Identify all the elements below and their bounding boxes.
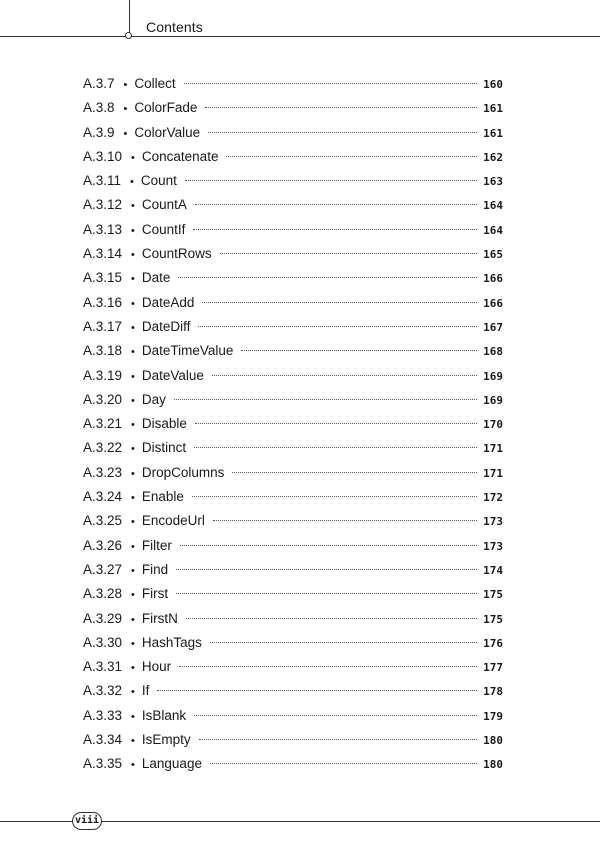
toc-page-number: 179 (483, 709, 503, 723)
header-circle-ornament (125, 32, 132, 39)
toc-section-number: A.3.31 (83, 659, 123, 675)
toc-section-number: A.3.19 (83, 367, 123, 383)
toc-section-number: A.3.35 (83, 756, 123, 772)
toc-page-number: 175 (483, 588, 503, 602)
toc-entry-title: Hour (141, 659, 172, 675)
bullet-icon: • (130, 176, 134, 189)
toc-page-number: 166 (483, 272, 503, 286)
toc-entry-title: HashTags (141, 634, 202, 650)
toc-entry[interactable] (83, 291, 503, 315)
toc-page-number: 178 (483, 685, 503, 699)
toc-section-number: A.3.15 (83, 270, 123, 286)
toc-page-number: 160 (483, 78, 503, 91)
toc-page-number: 170 (483, 418, 503, 432)
toc-section-number: A.3.26 (83, 537, 123, 553)
bullet-icon: • (131, 735, 135, 748)
toc-entry-title: Filter (141, 537, 172, 553)
toc-entry[interactable] (83, 631, 503, 655)
dot-leader (212, 375, 477, 376)
toc-page-number: 164 (483, 223, 503, 237)
toc-entry[interactable] (83, 461, 503, 485)
dot-leader (193, 229, 477, 230)
toc-section-number: A.3.25 (83, 513, 123, 529)
dot-leader (176, 593, 477, 594)
toc-page-number: 169 (483, 393, 503, 407)
toc-page-number: 161 (483, 102, 503, 116)
dot-leader (178, 277, 477, 278)
toc-entry-title: If (141, 683, 150, 699)
dot-leader (232, 472, 477, 473)
toc-entry-title: Disable (141, 416, 187, 432)
dot-leader (202, 302, 477, 303)
bullet-icon: • (131, 589, 135, 602)
bullet-icon: • (131, 297, 135, 310)
bullet-icon: • (131, 224, 135, 237)
dot-leader (185, 180, 477, 181)
dot-leader (174, 399, 477, 400)
toc-page-number: 176 (483, 636, 503, 650)
toc-section-number: A.3.10 (83, 148, 123, 164)
bullet-icon: • (131, 419, 135, 432)
dot-leader (210, 642, 477, 643)
bullet-icon: • (131, 346, 135, 359)
toc-entry-title: Find (141, 561, 169, 577)
bullet-icon: • (131, 443, 135, 456)
toc-page-number: 173 (483, 539, 503, 553)
dot-leader (180, 545, 477, 546)
toc-entry-title: Language (141, 756, 202, 772)
bullet-icon: • (131, 321, 135, 334)
dot-leader (226, 156, 477, 157)
toc-entry-title: DateAdd (141, 294, 195, 310)
dot-leader (194, 715, 477, 716)
toc-entry[interactable] (83, 534, 503, 558)
toc-section-number: A.3.23 (83, 464, 123, 480)
dot-leader (195, 423, 477, 424)
header-vertical-rule (129, 0, 130, 33)
bullet-icon: • (123, 127, 128, 140)
toc-section-number: A.3.33 (83, 707, 123, 723)
running-header-title: Contents (146, 19, 203, 35)
bullet-icon: • (131, 151, 135, 164)
toc-entry-title: ColorValue (134, 124, 201, 140)
dot-leader (213, 520, 477, 521)
toc-entry[interactable] (83, 145, 503, 169)
toc-entry[interactable] (83, 752, 503, 776)
toc-page-number: 165 (483, 248, 503, 262)
toc-section-number: A.3.7 (83, 76, 115, 91)
dot-leader (179, 666, 477, 667)
toc-page-number: 161 (483, 126, 503, 140)
toc-page-number: 175 (483, 612, 503, 626)
toc-page-number: 166 (483, 296, 503, 310)
dot-leader (157, 690, 477, 691)
toc-entry[interactable] (83, 485, 503, 509)
toc-page-number: 173 (483, 515, 503, 529)
dot-leader (210, 763, 477, 764)
toc-entry-title: Count (140, 173, 177, 189)
toc-entry[interactable] (83, 364, 503, 388)
toc-section-number: A.3.34 (83, 732, 123, 748)
dot-leader (176, 569, 477, 570)
toc-entry[interactable] (83, 315, 503, 339)
bullet-icon: • (123, 79, 128, 91)
header-horizontal-rule (0, 36, 600, 37)
toc-entry[interactable] (83, 728, 503, 752)
toc-entry[interactable] (83, 388, 503, 412)
toc-entry-title: CountA (141, 197, 187, 213)
toc-entry[interactable] (83, 655, 503, 679)
toc-section-number: A.3.27 (83, 561, 123, 577)
toc-entry-title: Enable (141, 489, 184, 505)
bullet-icon: • (131, 394, 135, 407)
toc-section-number: A.3.29 (83, 610, 123, 626)
toc-entry-title: IsEmpty (141, 732, 191, 748)
bullet-icon: • (131, 516, 135, 529)
toc-entry-title: DateDiff (141, 318, 191, 334)
toc-section-number: A.3.11 (83, 173, 122, 189)
toc-section-number: A.3.12 (83, 197, 123, 213)
bullet-icon: • (131, 686, 135, 699)
toc-page-number: 180 (483, 734, 503, 748)
toc-page-number: 172 (483, 491, 503, 505)
toc-section-number: A.3.14 (83, 246, 123, 262)
bullet-icon: • (131, 637, 135, 650)
footer-page-number: viii (72, 812, 102, 830)
toc-entry-title: DateValue (141, 367, 204, 383)
bullet-icon: • (131, 467, 135, 480)
toc-entry-title: FirstN (141, 610, 178, 626)
toc-entry[interactable] (83, 509, 503, 533)
dot-leader (192, 496, 477, 497)
bullet-icon: • (131, 613, 135, 626)
toc-page-number: 174 (483, 563, 503, 577)
toc-entry[interactable] (83, 607, 503, 631)
toc-entry[interactable] (83, 72, 503, 96)
dot-leader (186, 618, 477, 619)
bullet-icon: • (131, 662, 135, 675)
toc-section-number: A.3.28 (83, 586, 123, 602)
bullet-icon: • (131, 759, 135, 772)
toc-entry[interactable] (83, 679, 503, 703)
toc-page-number: 162 (483, 150, 503, 164)
toc-entry-title: Collect (134, 76, 176, 91)
dot-leader (184, 83, 477, 84)
bullet-icon: • (131, 710, 135, 723)
bullet-icon: • (131, 370, 135, 383)
toc-entry[interactable] (83, 193, 503, 217)
toc-section-number: A.3.30 (83, 634, 123, 650)
toc-section-number: A.3.24 (83, 489, 123, 505)
toc-section-number: A.3.22 (83, 440, 123, 456)
toc-page-number: 164 (483, 199, 503, 213)
dot-leader (220, 253, 477, 254)
toc-page-number: 177 (483, 661, 503, 675)
toc-entry[interactable] (83, 96, 503, 120)
dot-leader (241, 350, 477, 351)
toc-section-number: A.3.20 (83, 391, 123, 407)
toc-page-number: 169 (483, 369, 503, 383)
toc-entry[interactable] (83, 266, 503, 290)
bullet-icon: • (131, 200, 135, 213)
toc-section-number: A.3.8 (83, 100, 115, 116)
bullet-icon: • (131, 273, 135, 286)
dot-leader (208, 132, 477, 133)
toc-entry-title: IsBlank (141, 707, 187, 723)
bullet-icon: • (131, 540, 135, 553)
dot-leader (194, 447, 477, 448)
toc-entry-title: DropColumns (141, 464, 225, 480)
toc-section-number: A.3.9 (83, 124, 115, 140)
toc-page-number: 171 (483, 442, 503, 456)
toc-entry[interactable] (83, 412, 503, 436)
toc-entry-title: Distinct (141, 440, 187, 456)
bullet-icon: • (131, 564, 135, 577)
dot-leader (205, 107, 477, 108)
toc-entry-title: DateTimeValue (141, 343, 234, 359)
toc-entry[interactable] (83, 121, 503, 145)
bullet-icon: • (123, 103, 128, 116)
dot-leader (198, 326, 477, 327)
toc-entry[interactable] (83, 339, 503, 363)
toc-entry-title: CountRows (141, 246, 212, 262)
toc-page-number: 168 (483, 345, 503, 359)
toc-page-number: 167 (483, 320, 503, 334)
toc-entry-title: First (141, 586, 169, 602)
toc-entry-title: Date (141, 270, 171, 286)
toc-entry[interactable] (83, 704, 503, 728)
toc-page-number: 180 (483, 758, 503, 772)
toc-entry[interactable] (83, 582, 503, 606)
toc-entry-title: EncodeUrl (141, 513, 205, 529)
toc-section-number: A.3.16 (83, 294, 123, 310)
toc-page-number: 171 (483, 466, 503, 480)
toc-section-number: A.3.21 (83, 416, 123, 432)
toc-section-number: A.3.32 (83, 683, 123, 699)
dot-leader (199, 739, 477, 740)
bullet-icon: • (131, 492, 135, 505)
toc-entry[interactable] (83, 436, 503, 460)
toc-section-number: A.3.17 (83, 318, 123, 334)
bullet-icon: • (131, 249, 135, 262)
toc-entry[interactable] (83, 169, 503, 193)
toc-entry-title: ColorFade (134, 100, 198, 116)
toc-entry[interactable] (83, 558, 503, 582)
toc-section-number: A.3.18 (83, 343, 123, 359)
dot-leader (195, 204, 477, 205)
table-of-contents (83, 72, 503, 777)
toc-entry-title: Concatenate (141, 148, 219, 164)
toc-entry[interactable] (83, 218, 503, 242)
toc-page-number: 163 (483, 175, 503, 189)
toc-entry-title: Day (141, 391, 166, 407)
toc-entry[interactable] (83, 242, 503, 266)
toc-entry-title: CountIf (141, 221, 186, 237)
toc-section-number: A.3.13 (83, 221, 123, 237)
